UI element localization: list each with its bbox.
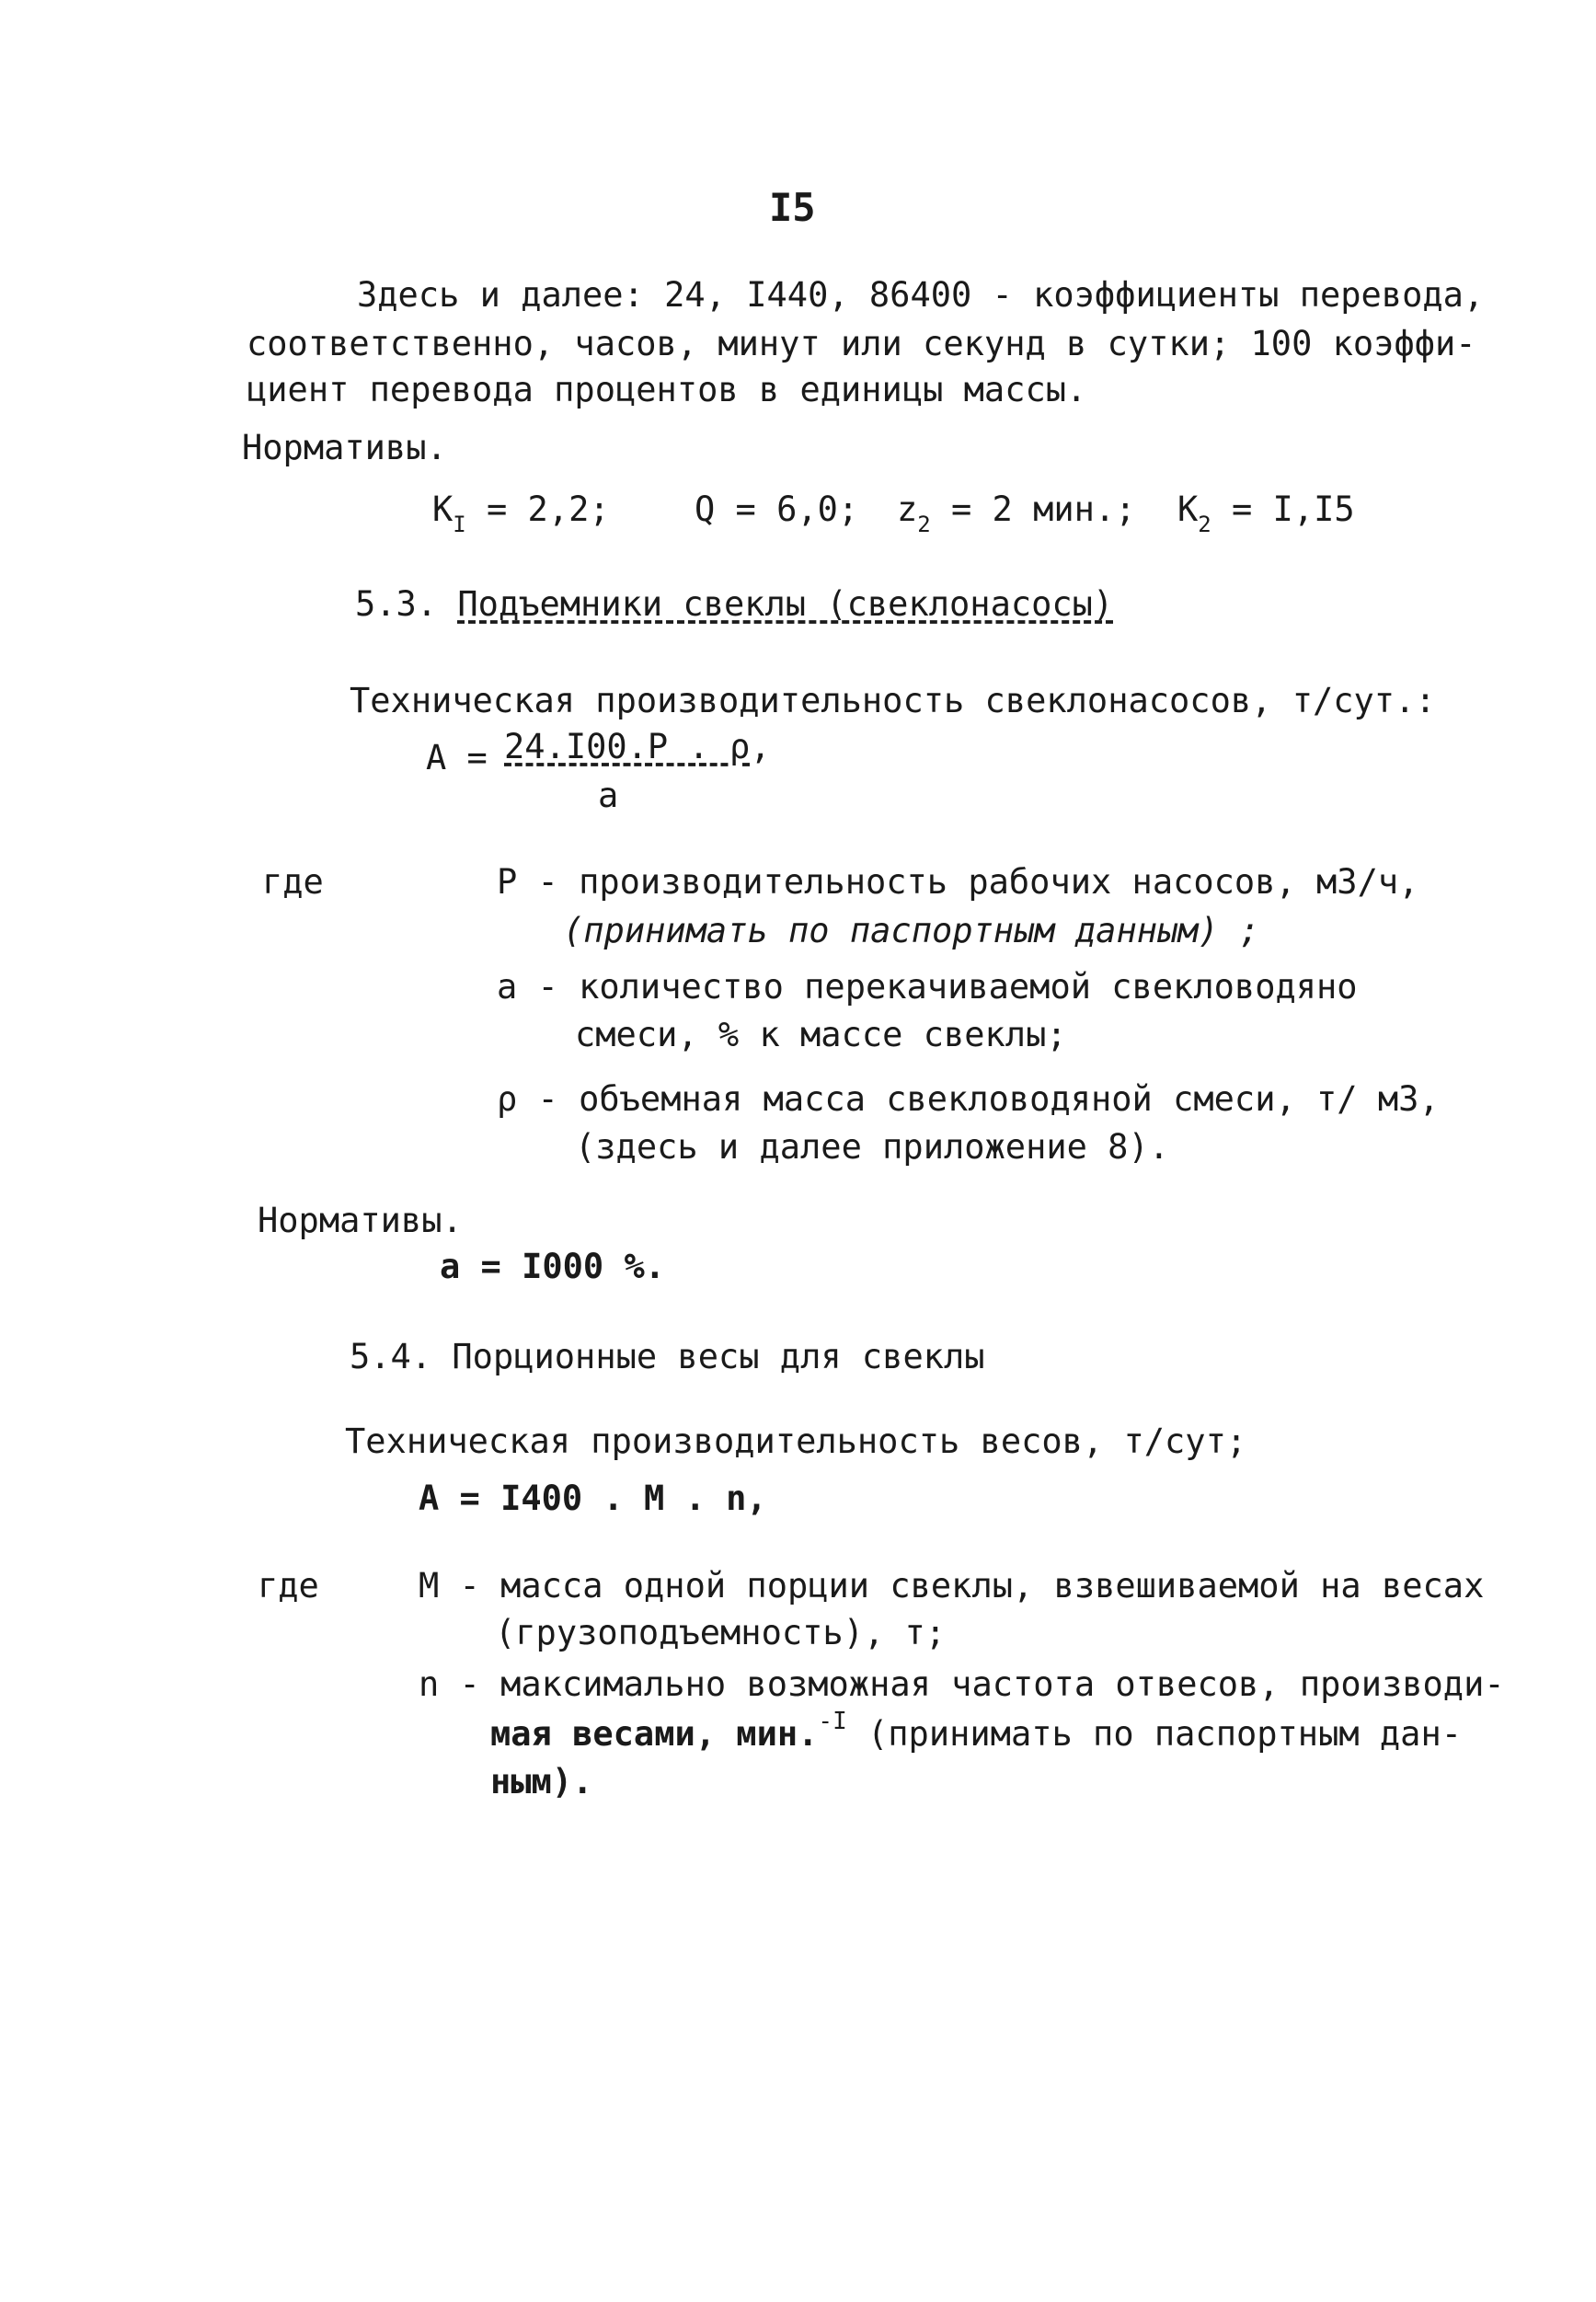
where-label-5-4: где	[258, 1566, 319, 1606]
def-p-line-2: (принимать по паспортным данным) ;	[563, 911, 1260, 950]
def-rho-line-2: (здесь и далее приложение 8).	[575, 1127, 1170, 1167]
norm-k1: $K_I = 2,2$;	[432, 489, 610, 537]
def-n-line-3: ным).	[490, 1762, 593, 1801]
section-5-4-prod-label: Техническая производительность весов, т/сут;	[345, 1421, 1247, 1461]
intro-line-1: Здесь и далее: 24, I440, 86400 - коэффициенты перевода,	[357, 275, 1485, 315]
formula-5-3-lhs: A =	[426, 738, 488, 777]
def-a-line-1: a - количество перекачиваемой свекловодяно	[497, 967, 1358, 1007]
section-5-3-heading: 5.3. Подъемники свеклы (свеклонасосы)	[355, 584, 1114, 624]
norm-k2: $K_2 = I,I5$	[1177, 489, 1355, 537]
norms-label: Нормативы.	[242, 428, 447, 467]
formula-5-3-numerator: 24.I00.P . ρ,	[504, 727, 771, 766]
def-a-line-2: смеси, % к массе свеклы;	[575, 1015, 1067, 1054]
section-5-4-heading: 5.4. Порционные весы для свеклы	[350, 1337, 985, 1376]
norms-label-5-3: Нормативы.	[258, 1201, 463, 1240]
norm-z2: $z_2 = 2$ мин.;	[897, 489, 1136, 537]
section-5-3-prod-label: Техническая производительность свеклонасосов, т/сут.:	[350, 681, 1436, 720]
norm-q: Q = 6,0;	[695, 489, 859, 529]
def-rho-line-1: ρ - объемная масса свекловодяной смеси, т/ м3,	[497, 1079, 1440, 1119]
def-n-line-2: мая весами, мин.$^{-I}$ (принимать по паспортным дан-	[490, 1708, 1463, 1754]
def-m-line-1: M - масса одной порции свеклы, взвешиваемой на весах	[419, 1566, 1485, 1606]
def-n-line-1: n - максимально возможная частота отвесов, производи-	[419, 1664, 1505, 1704]
formula-5-4: A = I400 . M . n,	[419, 1479, 767, 1518]
def-p-line-1: P - производительность рабочих насосов, м3/ч,	[497, 862, 1419, 902]
def-m-line-2: (грузоподъемность), т;	[495, 1613, 947, 1652]
page-number: I5	[769, 185, 816, 230]
intro-line-3: циент перевода процентов в единицы массы.	[247, 370, 1087, 409]
norms-value-5-3: a = I000 %.	[440, 1247, 666, 1286]
where-label-5-3: где	[262, 862, 324, 902]
intro-line-2: соответственно, часов, минут или секунд в сутки; 100 коэффи-	[247, 324, 1476, 363]
formula-5-3-denominator: a	[598, 776, 619, 815]
